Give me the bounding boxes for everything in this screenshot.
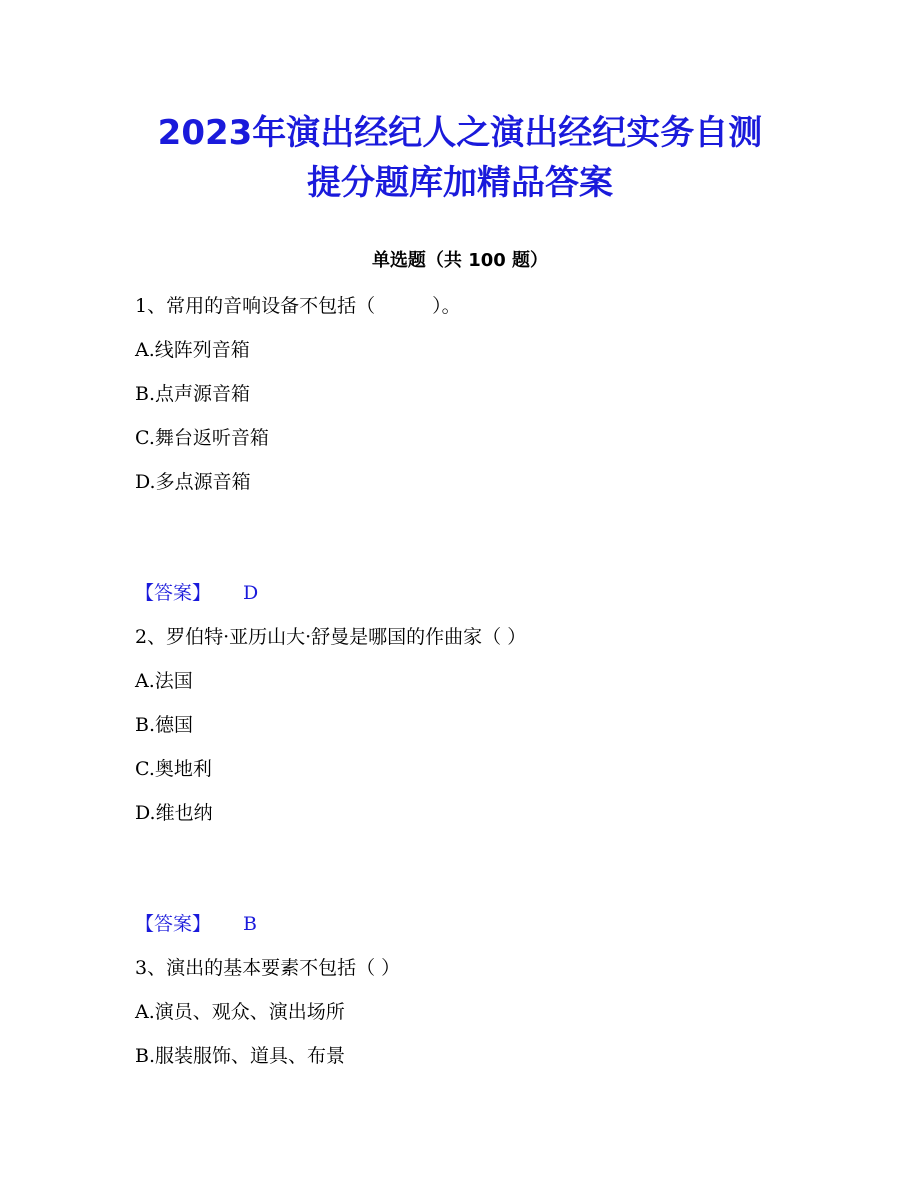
question-option: D.维也纳 — [135, 802, 213, 824]
question-option: B.德国 — [135, 714, 194, 736]
question-stem: 1、常用的音响设备不包括（ ）。 — [135, 295, 461, 317]
question-option: B.点声源音箱 — [135, 383, 251, 405]
question-option: A.演员、观众、演出场所 — [135, 1001, 345, 1023]
document-title-line-2: 提分题库加精品答案 — [307, 163, 613, 203]
answer-line — [135, 911, 257, 937]
question-stem: 2、罗伯特·亚历山大·舒曼是哪国的作曲家（ ） — [135, 626, 527, 648]
question-stem: 3、演出的基本要素不包括（ ） — [135, 957, 401, 979]
question-option: A.法国 — [135, 670, 193, 692]
document-title — [60, 108, 860, 208]
document-title-line-1: 2023年演出经纪人之演出经纪实务自测 — [157, 113, 763, 153]
question-option: B.服装服饰、道具、布景 — [135, 1045, 346, 1067]
answer-value: B — [243, 913, 257, 935]
question-option: A.线阵列音箱 — [135, 339, 250, 361]
answer-label: 【答案】 — [135, 582, 212, 604]
answer-label: 【答案】 — [135, 913, 212, 935]
question-option: C.奥地利 — [135, 758, 212, 780]
question-option: D.多点源音箱 — [135, 471, 251, 493]
section-heading: 单选题（共 100 题） — [371, 250, 549, 271]
question-option: C.舞台返听音箱 — [135, 427, 269, 449]
answer-value: D — [243, 582, 259, 604]
answer-line — [135, 580, 258, 606]
